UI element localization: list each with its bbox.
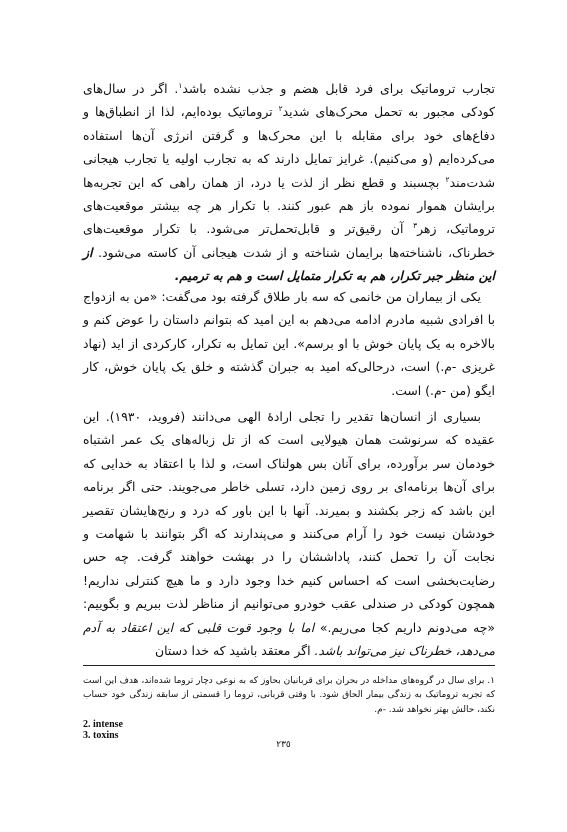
footnote-2-english: 2. intense: [83, 719, 123, 730]
footnote-ref-2b: ۲: [445, 174, 450, 184]
paragraph-3-part-b: اگر معتقد باشید که خدا دستان: [155, 643, 315, 659]
footnote-divider: [83, 665, 495, 666]
paragraph-3-part-a: بسیاری از انسان‌ها تقدیر را تجلی ارادهٔ الهی می‌دانند (فروید، ۱۹۳۰). این عقیده که سرنوشت همان هیولایی است که از تل زباله‌های یک عمر اشتباه خودمان سر برآورده، برای آنان بس هولناک است، و لذا با اعتقاد به خدایی که برای آن‌ها برنامه‌ای بر روی زمین دارد، تسلی خاطر می‌جویند. حتی اگر برنامه این باشد که زجر بکشند و بمیرند. آنها با این باور که درد و رنج‌هایشان تقصیر خودشان نیست خود را آرام می‌کنند و می‌پندارند که اگر بتوانند با شهامت و نجابت آن را تحمل کنند، پاداششان را در بهشت خواهند گرفت. چه حس رضایت‌بخشی است که احساس کنیم خدا وجود دارد و ما هیچ کنترلی نداریم! همچون کودکی در صندلی عقب خودرو می‌توانیم از مناظر لذت ببریم و بگوییم: «چه می‌دونم داریم کجا می‌ریم.»: [83, 409, 495, 635]
footnote-ref-1: ۱: [178, 80, 183, 90]
paragraph-3: [83, 405, 495, 662]
footnote-ref-2: ۲: [278, 104, 283, 114]
footnote-3-english: 3. toxins: [83, 730, 119, 741]
footnotes-english: [83, 719, 123, 741]
paragraph-1-part-b: . اگر در سال‌های کودکی مجبور به تحمل محرک‌های شدید: [83, 81, 495, 120]
page-number: ٢٣٥: [276, 740, 291, 750]
paragraph-1-emphasis: از این منظر جبر تکرار، هم به تکرار متمایل است و هم به ترمیم.: [83, 244, 495, 284]
paragraph-2-text: یکی از بیماران من خانمی که سه بار طلاق گرفته بود می‌گفت: «من به ازدواج با افرادی شبیه مادرم ادامه می‌دهم به این امید که بتوانم داستان را عوض کنم و بالاخره به یک پایان خوش با او برسم». این تمایل به تکرار، کارکردی از اید (نهاد غریزی -م.) است، درحالی‌که امید به جبران گذشته و خلق یک پایان خوش، کار ایگو (من -م.) است.: [83, 289, 495, 398]
paragraph-1-part-e: آن رقیق‌تر و قابل‌تحمل‌تر می‌شود. با تکرار موقعیت‌های خطرناک، ناشناخته‌ها برایمان شناخته و از شدت هیجانی آن کاسته می‌شود.: [83, 221, 495, 260]
paragraph-1-part-c: تروماتیک بوده‌ایم، لذا از انطباق‌ها و دفاع‌های خود برای مقابله با این محرک‌ها و گرفتن انرژی آن‌ها استفاده می‌کرده‌ایم (و می‌کنیم). غرایز تمایل دارند که به تجارب اولیه یا تجارب هیجانی شدت‌مند: [83, 104, 495, 190]
footnote-1-persian: ۱. برای سال در گروه‌های مداخله در بحران برای قربانیان بحاوز که به نوعی دچار تروما شده‌اند، هدف این است که تجربه تروماتیک به زندگی بیمار الحاق شود. با وقتی قربانی، تروما را قسمتی از سابقه زندگی خود حساب نکند، حالش بهتر نخواهد شد. -م.: [83, 676, 495, 715]
paragraph-1-part-d: بچسبند و قطع نظر از لذت یا درد، از همان راهی که این تجربه‌ها برایشان هموار نموده باز هم عبور کنند. با تکرار هر چه بیشتر موقعیت‌های تروماتیک، زهر: [83, 174, 495, 237]
paragraph-1-part-a: تجارب تروماتیک برای فرد قابل هضم و جذب نشده باشد: [182, 81, 495, 96]
footnote-ref-3: ۳: [413, 221, 418, 231]
paragraph-3-emphasis: اما با وجود قوت قلبی که این اعتقاد به آدم می‌دهد، خطرناک نیز می‌تواند باشد.: [83, 619, 495, 659]
paragraph-2: [83, 285, 495, 402]
paragraph-1: [83, 77, 495, 288]
